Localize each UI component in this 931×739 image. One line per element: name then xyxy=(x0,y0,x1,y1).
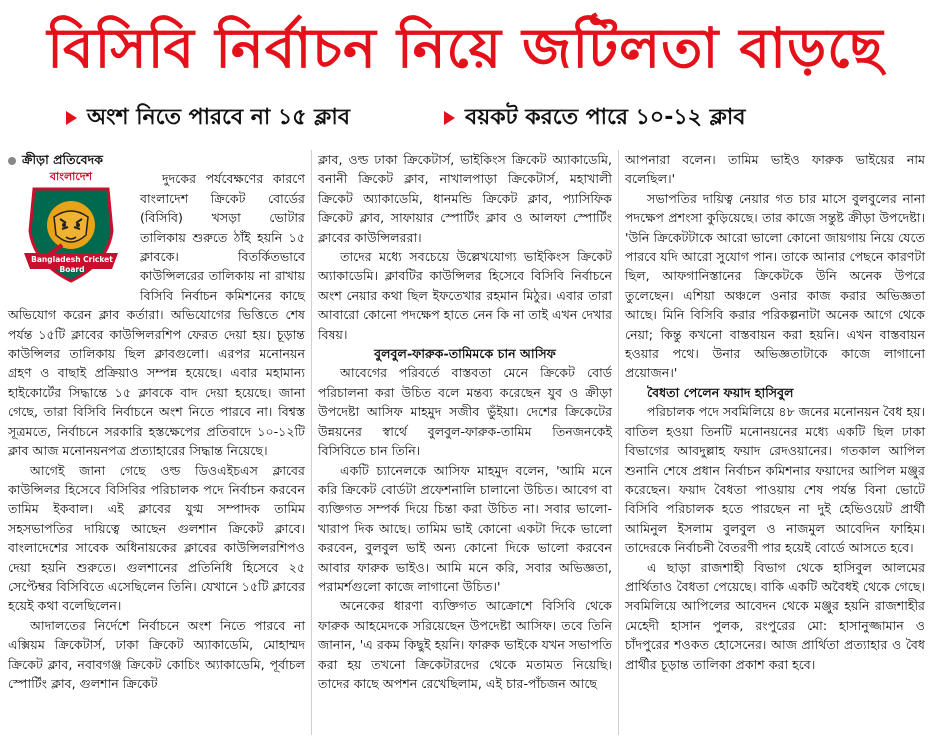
paragraph: সভাপতির দায়িত্ব নেয়ার গত চার মাসে বুলবুলের নানা পদক্ষেপ প্রশংসা কুড়িয়েছে। তার কাজে সন্তুষ্ট ক্রীড়া উপদেষ্টা। 'উনি ক্রিকেটটাকে আরো ভালো কোনো জায়গায় নিয়ে যেতে পারবে যদি আরো সুযোগ পান। তাকে আনার পেছনে কারণটা ছিল, আফগানিস্তানের ক্রিকেটকে উনি অনেক উপরে তুলেছেন। এশিয়া অঞ্চলে ওনার কাজ করার অভিজ্ঞতা আছে। মিনি বিসিবি করার পরিকল্পনাটা অনেক আগে থেকে নেয়া; কিন্তু কখনো বাস্তবায়ন করা হয়নি। এখন বাস্তবায়ন হওয়ার পথে। উনার অভিজ্ঞতাটাকে কাজে লাগানো প্রয়োজন।' xyxy=(625,190,925,381)
paragraph: আগেই জানা গেছে ওল্ড ডিওএইচএস ক্লাবের কাউন্সিলর হিসেবে বিসিবির পরিচালক পদে নির্বাচন করবেন তামিম ইকবাল। এই ক্লাবের যুগ্ম সম্পাদক তামিম সহসভাপতির দায়িত্বে আছেন গুলশান ক্রিকেট ক্লাবে। বাংলাদেশের সাবেক অধিনায়কের ক্লাবের কাউন্সিলরশিপও দেয়া হয়নি শুরুতে। গুলশানের প্রতিনিধি হিসেবে ২৫ সেপ্টেম্বর বিসিবিতে এসেছিলেন তিনি। যেখানে ১৫টি ক্লাবের হয়েই কথা বলেছিলেন। xyxy=(8,462,306,614)
article-column-2 xyxy=(318,150,612,693)
byline-text: ক্রীড়া প্রতিবেদক xyxy=(22,152,104,167)
paragraph: আদালতের নির্দেশে নির্বাচনে অংশ নিতে পারবে না এক্সিয়ম ক্রিকেটার্স, ঢাকা ক্রিকেট অ্যাকাডেমি, মোহাম্মদ ক্রিকেট ক্লাব, নবাবগঞ্জ ক্রিকেট কোচিং অ্যাকাডেমি, পূর্বাচল স্পোর্টিং ক্লাব, গুলশান ক্রিকেট xyxy=(8,617,305,691)
paragraph: ক্লাব, ওল্ড ঢাকা ক্রিকেটার্স, ভাইকিংস ক্রিকেট অ্যাকাডেমি, বনানী ক্রিকেট ক্লাব, নাখালপাড়া ক্রিকেটার্স, মহাখালী ক্রিকেট অ্যাকাডেমি, ধানমন্ডি ক্রিকেট ক্লাব, প্যাসিফিক ক্রিকেট ক্লাব, সাফায়ার স্পোর্টিং ক্লাব ও আলফা স্পোর্টিং ক্লাবের কাউন্সিলররা। xyxy=(318,152,612,245)
paragraph: তাদের মধ্যে সবচেয়ে উল্লেখযোগ্য ভাইকিংস ক্রিকেট অ্যাকাডেমি। ক্লাবটির কাউন্সিলর হিসেবে বিসিবি নির্বাচনে অংশ নেয়ার কথা ছিল ইফতেখার রহমান মিঠুর। এবার তারা আবারো কোনো পদক্ষেপ হাতে নেন কি না তাই এখন দেখার বিষয়। xyxy=(318,249,612,342)
bcb-logo xyxy=(8,169,134,287)
paragraph: একটি চ্যানেলকে আসিফ মাহমুদ বলেন, 'আমি মনে করি ক্রিকেট বোর্ডটা প্রফেশনালি চালানো উচিত। আবেগ বা ব্যক্তিগত সম্পর্ক দিয়ে চিন্তা করা উচিত না। সবার ভালো-খারাপ দিক আছে। তামিম ভাই কোনো একটা দিকে ভালো করবেন, বুলবুল ভাই অন্য কোনো দিকে ভালো করবেন আবার ফারুক ভাইও। আমি মনে করি, সবার অভিজ্ঞতা, পরামর্শগুলো কাজে লাগানো উচিত।' xyxy=(318,462,612,594)
paragraph: এ ছাড়া রাজশাহী বিভাগ থেকে হাসিবুল আলমের প্রার্থিতাও বৈধতা পেয়েছে। বাকি একটি অবৈধই থেকে গেছে। সবমিলিয়ে আপিলের আবেদন থেকে মঞ্জুর হয়নি রাজশাহীর মেহেদী হাসান পুলক, রংপুরের মো: হাসানুজ্জামান ও চাঁদপুরের শওকত হোসেনের। আজ প্রার্থিতা প্রত্যাহার ও বৈধ প্রার্থীর চূড়ান্ত তালিকা প্রকাশ করা হবে। xyxy=(625,559,925,672)
paragraph: আপনারা বলেন। তামিম ভাইও ফারুক ভাইয়ের নাম বলেছিল।' xyxy=(625,152,925,187)
paragraph: দুদকের পর্যবেক্ষণের কারণে বাংলাদেশ ক্রিকেট বোর্ডের (বিসিবি) খসড়া ভোটার তালিকায় শুরুতে ঠাঁই হয়নি ১৫ ক্লাবকে। বিতর্কিতভাবে কাউন্সিলরের তালিকায় না রাখায় বিসিবি নির্বাচন কমিশনের কাছে অভিযোগ করেন ক্লাব কর্তারা। অভিযোগের ভিত্তিতে শেষ পর্যন্ত ১৫টি ক্লাবের কাউন্সিলরশিপ ফেরত দেয়া হয়। চূড়ান্ত কাউন্সিলর তালিকায় ছিল ক্লাবগুলো। এরপর মনোনয়ন গ্রহণ ও বাছাই প্রক্রিয়াও সম্পন্ন হয়েছে। এবার মহামান্য হাইকোর্টের সিদ্ধান্তে ১৫ ক্লাবকে বাদ দেয়া হয়েছে। জানা গেছে, তারা বিসিবি নির্বাচনে অংশ নিতে পারবে না। বিশ্বস্ত সূত্রমতে, নির্বাচনে সরকারি হস্তক্ষেপের প্রতিবাদে ১০-১২টি ক্লাব আজ মনোনয়নপত্র প্রত্যাহারের সিদ্ধান্ত নিয়েছে। xyxy=(8,171,305,459)
bullet-triangle-icon xyxy=(66,111,77,125)
section-heading: বৈধতা পেলেন ফয়াদ হাসিবুল xyxy=(647,384,794,400)
paragraph: পরিচালক পদে সবমিলিয়ে ৪৮ জনের মনোনয়ন বৈধ হয়। বাতিল হওয়া তিনটি মনোনয়নের মধ্যে একটি ছিল ঢাকা বিভাগের আবদুল্লাহ ফয়াদ রেদওয়ানের। গতকাল আপিল শুনানি শেষে প্রধান নির্বাচন কমিশনার ফয়াদের আপিল মঞ্জুর করেছেন। ফয়াদ বৈধতা পাওয়ায় শেষ পর্যন্ত বিনা ভোটে বিসিবি পরিচালক হতে পারছেন না দুই হেভিওয়েট প্রার্থী আমিনুল ইসলাম বুলবুল ও নাজমুল আবেদিন ফাহিম। তাদেরকে নির্বাচনী বৈতরণী পার হয়েই বোর্ডে আসতে হবে। xyxy=(625,404,925,556)
paragraph: আবেগের পরিবর্তে বাস্তবতা মেনে ক্রিকেট বোর্ড পরিচালনা করা উচিত বলে মন্তব্য করেছেন যুব ও ক্রীড়া উপদেষ্টা আসিফ মাহমুদ সজীব ভুঁইয়া। দেশের ক্রিকেটের উন্নয়নের স্বার্থে বুলবুল-ফারুক-তামিম তিনজনকেই বিসিবিতে চান তিনি। xyxy=(318,365,612,459)
logo-ribbon-text: Bangladesh Cricket Board xyxy=(31,255,113,275)
section-heading: বুলবুল-ফারুক-তামিমকে চান আসিফ xyxy=(374,346,556,362)
logo-label: বাংলাদেশ xyxy=(49,170,93,184)
subheading-1-text: অংশ নিতে পারবে না ১৫ ক্লাব xyxy=(87,105,351,130)
subheading-1 xyxy=(66,100,350,136)
subheading-2 xyxy=(444,100,745,136)
byline xyxy=(8,150,305,169)
bullet-dot-icon xyxy=(8,157,16,165)
paragraph: অনেকের ধারণা ব্যক্তিগত আক্রোশে বিসিবি থেকে ফারুক আহমেদকে সরিয়েছেন উপদেষ্টা আসিফ। তবে তিনি জানান, 'এ রকম কিছুই হয়নি। ফারুক ভাইকে যখন সভাপতি করা হয় তখনো ক্রিকেটারদের থেকে মতামত নিয়েছি। তাদের কাছে অপশন রেখেছিলাম, এই চার-পাঁচজন আছে xyxy=(318,598,612,691)
bullet-triangle-icon xyxy=(444,111,455,125)
column-divider xyxy=(618,150,619,735)
column-divider xyxy=(311,150,312,735)
subheading-2-text: বয়কট করতে পারে ১০-১২ ক্লাব xyxy=(465,105,746,130)
article-column-1 xyxy=(8,150,305,693)
headline: বিসিবি নির্বাচন নিয়ে জটিলতা বাড়ছে xyxy=(47,16,884,80)
article-column-3 xyxy=(625,150,925,674)
